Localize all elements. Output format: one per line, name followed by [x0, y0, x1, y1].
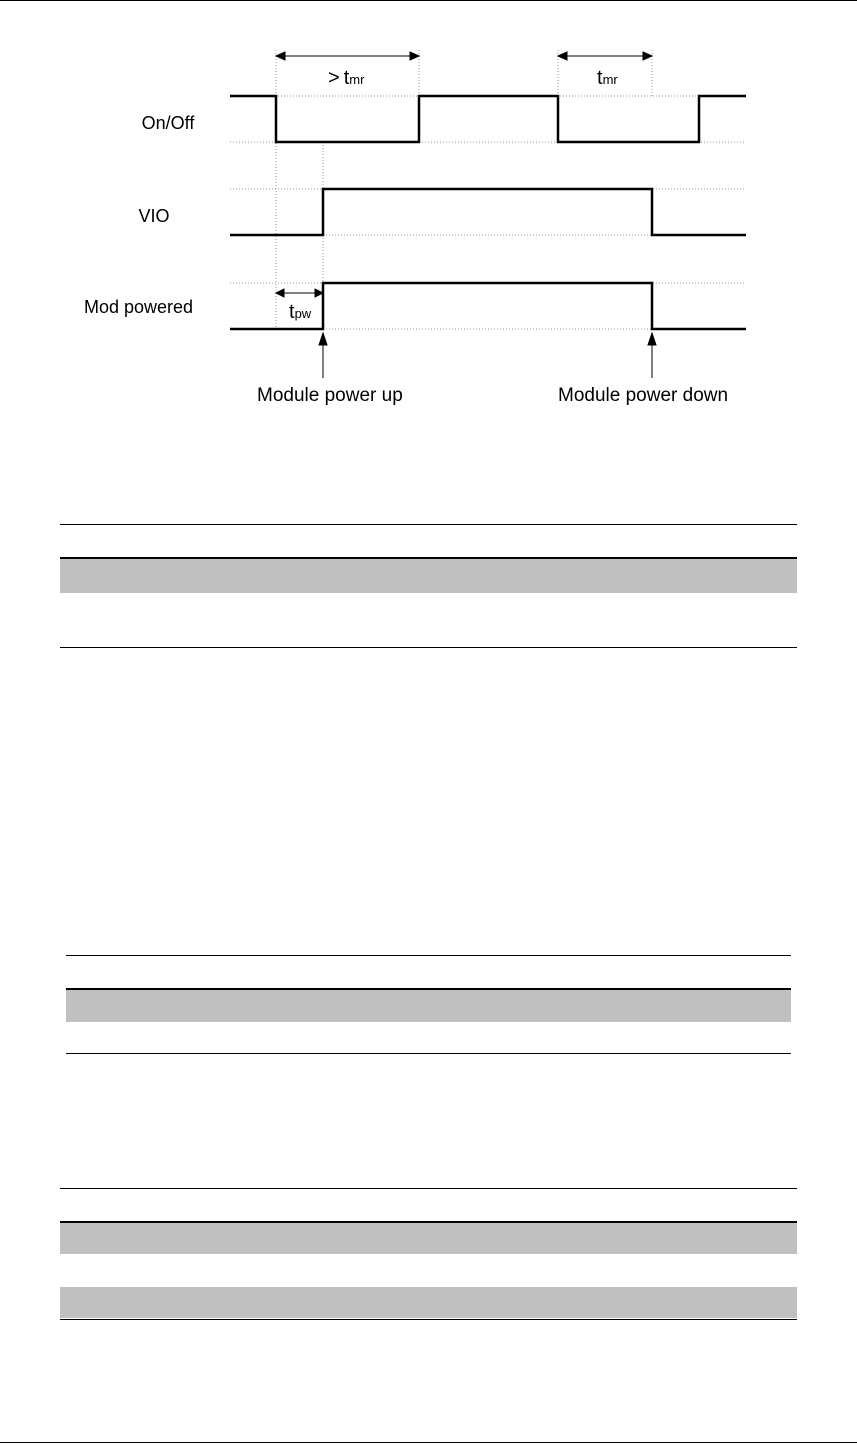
onoff-label: On/Off — [141, 113, 195, 133]
table-1-shaded-row — [60, 559, 797, 593]
table-3-shaded-row-1 — [60, 1223, 797, 1254]
page-footer-rule — [0, 1442, 857, 1443]
table-3-top-rule — [60, 1188, 797, 1189]
table-1-top-rule — [60, 524, 797, 525]
table-1-bottom-rule — [60, 647, 797, 648]
onoff-waveform — [230, 96, 746, 142]
vio-label: VIO — [138, 206, 170, 226]
second-pulse-label: tmr — [597, 67, 618, 89]
table-2-bottom-rule — [66, 1053, 791, 1054]
table-3-bottom-rule — [60, 1319, 797, 1320]
table-3-shaded-row-2 — [60, 1287, 797, 1318]
power-timing-diagram — [0, 0, 857, 430]
power-delay-label: tpw — [289, 301, 312, 323]
module-power-down-label: Module power down — [558, 385, 729, 406]
vio-waveform — [230, 189, 746, 235]
first-pulse-min-label: > tmr — [328, 67, 365, 89]
table-2-shaded-row — [66, 990, 791, 1022]
mod-powered-label: Mod powered — [84, 297, 194, 317]
table-2-top-rule — [66, 955, 791, 956]
module-power-up-label: Module power up — [257, 385, 403, 406]
